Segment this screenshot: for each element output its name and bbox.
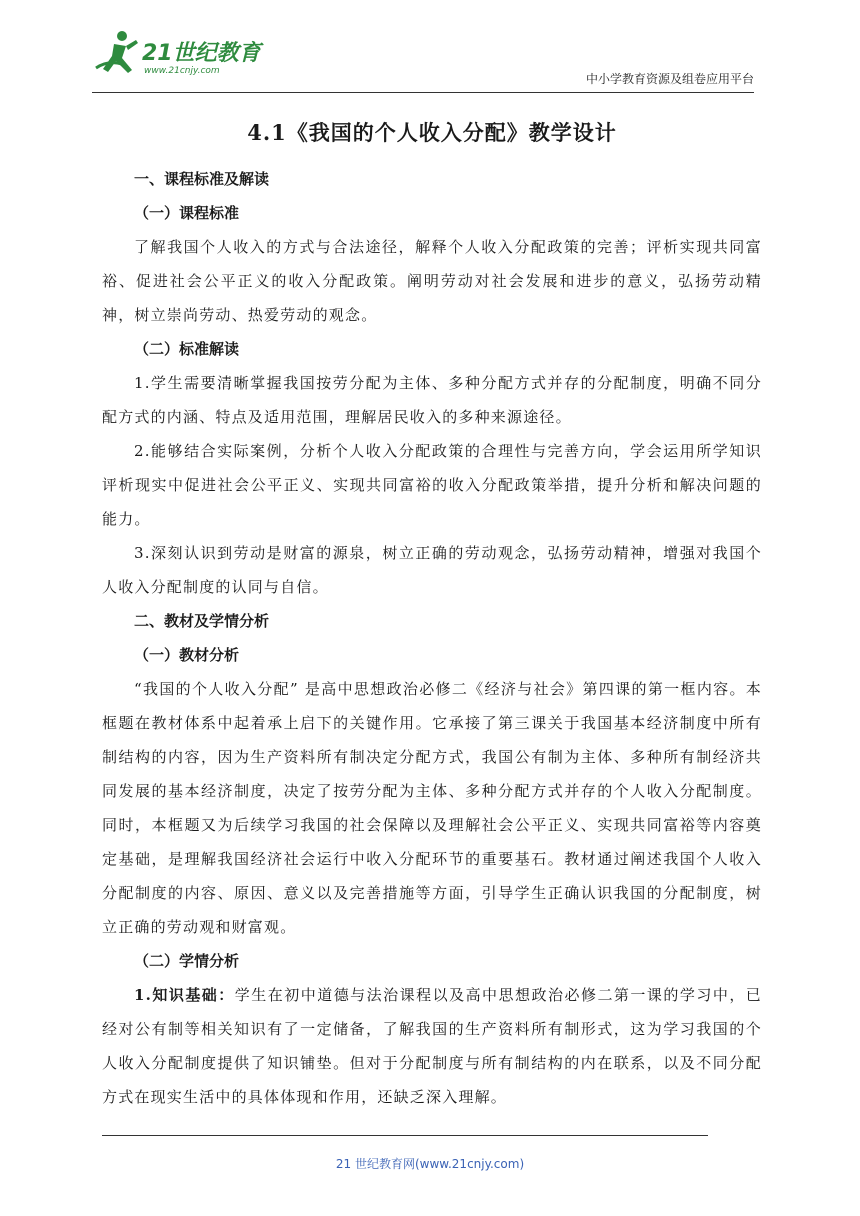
paragraph: 3.深刻认识到劳动是财富的源泉，树立正确的劳动观念，弘扬劳动精神，增强对我国个人收入分配制度的认同与自信。 [102,544,762,596]
platform-label: 中小学教育资源及组卷应用平台 [585,72,754,86]
subsection-heading: （一）课程标准 [134,204,240,222]
runner-logo-icon [92,28,144,80]
footer-divider [102,1135,708,1136]
subsection-heading: （二）学情分析 [134,952,240,970]
page-header [0,0,860,100]
section-heading: 二、教材及学情分析 [134,612,270,630]
subsection-heading: （二）标准解读 [134,340,240,358]
paragraph: 了解我国个人收入的方式与合法途径，解释个人收入分配政策的完善；评析实现共同富裕、促进社会公平正义的收入分配政策。阐明劳动对社会发展和进步的意义，弘扬劳动精神，树立崇尚劳动、热爱劳动的观念。 [102,238,762,324]
subsection-heading: （一）教材分析 [134,646,240,664]
paragraph [102,978,762,1114]
section-heading: 一、课程标准及解读 [134,170,270,188]
paragraph: “我国的个人收入分配” 是高中思想政治必修二《经济与社会》第四课的第一框内容。本框题在教材体系中起着承上启下的关键作用。它承接了第三课关于我国基本经济制度中所有制结构的内容，因为生产资料所有制决定分配方式，我国公有制为主体、多种所有制经济共同发展的基本经济制度，决定了按劳分配为主体、多种分配方式并存的个人收入分配制度。同时，本框题又为后续学习我国的社会保障以及理解社会公平正义、实现共同富裕等内容奠定基础，是理解我国经济社会运行中收入分配环节的重要基石。教材通过阐述我国个人收入分配制度的内容、原因、意义以及完善措施等方面，引导学生正确认识我国的分配制度，树立正确的劳动观和财富观。 [102,680,762,936]
document-sections [102,162,762,1114]
site-logo[interactable] [92,28,272,86]
paragraph: 1.学生需要清晰掌握我国按劳分配为主体、多种分配方式并存的分配制度，明确不同分配方式的内涵、特点及适用范围，理解居民收入的多种来源途径。 [102,374,762,426]
paragraph-lead: 1.知识基础： [134,986,235,1004]
document-title: 4.1《我国的个人收入分配》教学设计 [247,120,617,145]
paragraph: 2.能够结合实际案例，分析个人收入分配政策的合理性与完善方向，学会运用所学知识评析现实中促进社会公平正义、实现共同富裕的收入分配政策举措，提升分析和解决问题的能力。 [102,442,762,528]
paragraph-text: 学生在初中道德与法治课程以及高中思想政治必修二第一课的学习中，已经对公有制等相关知识有了一定储备，了解我国的生产资料所有制形式，这为学习我国的个人收入分配制度提供了知识铺垫。但对于分配制度与所有制结构的内在联系，以及不同分配方式在现实生活中的具体体现和作用，还缺乏深入理解。 [102,986,763,1106]
header-divider [92,92,754,93]
footer-link[interactable]: 21 世纪教育网(www.21cnjy.com) [335,1157,525,1171]
logo-url-text: www.21cnjy.com [144,66,220,76]
logo-brand-text: 21世纪教育 [142,41,261,66]
document-body [102,118,762,1114]
